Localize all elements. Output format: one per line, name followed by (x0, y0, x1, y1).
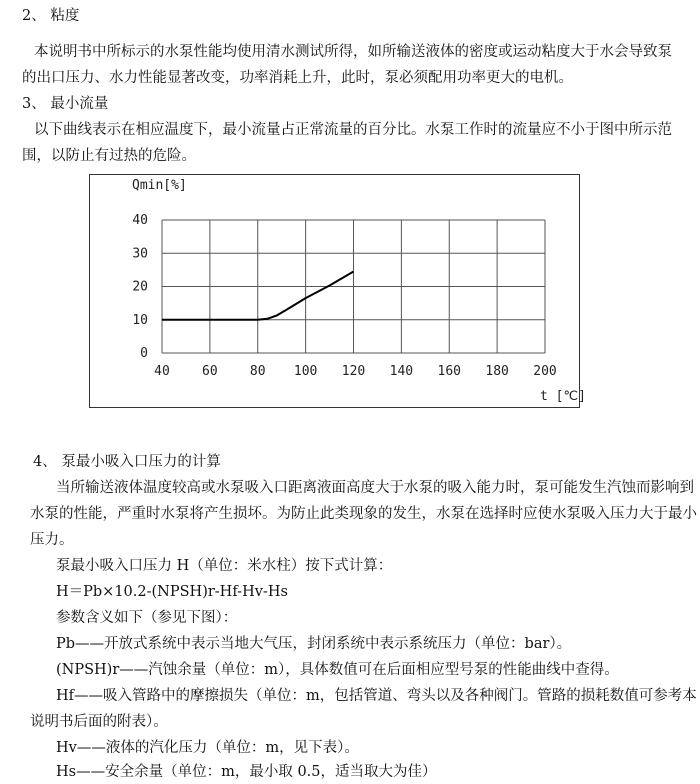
x-tick-label: 160 (437, 364, 461, 379)
x-tick-label: 40 (154, 364, 170, 379)
y-tick-label: 10 (132, 312, 148, 328)
section-3-heading: 3、 最小流量 (22, 96, 109, 112)
y-tick-label: 0 (140, 346, 148, 361)
y-tick-label: 30 (132, 246, 148, 262)
chart-grid (162, 220, 545, 353)
section-2-paragraph-line-1: 本说明书中所标示的水泵性能均使用清水测试所得，如所输送液体的密度或运动粘度大于水会导致泵 (34, 44, 672, 60)
x-tick-label: 180 (485, 364, 509, 379)
param-hf-line-2: 说明书后面的附表）。 (30, 714, 168, 730)
section-4-paragraph-line-2: 水泵的性能，严重时水泵将产生损坏。为防止此类现象的发生，水泵在选择时应使水泵吸入压力大于最小 (30, 506, 697, 522)
section-4-heading: 4、 泵最小吸入口压力的计算 (33, 454, 221, 470)
x-tick-label: 140 (389, 364, 414, 379)
x-tick-label: 80 (249, 364, 266, 379)
x-axis-label: t [℃] (540, 389, 586, 404)
section-2-heading: 2、 粘度 (22, 8, 80, 24)
formula: H＝Pb×10.2-(NPSH)r-Hf-Hv-Hs (56, 584, 288, 600)
x-tick-labels (154, 364, 557, 379)
y-tick-label: 40 (132, 213, 148, 228)
y-tick-label: 20 (132, 279, 148, 295)
x-tick-label: 60 (202, 364, 218, 379)
y-axis-label: Qmin[%] (132, 178, 187, 193)
y-tick-labels (132, 213, 148, 361)
section-4-paragraph-line-3: 压力。 (30, 532, 74, 548)
section-3-paragraph-line-2: 围，以防止有过热的危险。 (22, 148, 196, 164)
x-tick-label: 120 (341, 364, 366, 379)
min-flow-chart-svg (90, 175, 586, 407)
formula-intro: 泵最小吸入口压力 H（单位：米水柱）按下式计算： (56, 558, 393, 574)
section-4-paragraph-line-1: 当所输送液体温度较高或水泵吸入口距离液面高度大于水泵的吸入能力时，泵可能发生汽蚀而影响到 (56, 480, 694, 496)
param-hv: Hv——液体的汽化压力（单位：m，见下表）。 (56, 740, 359, 756)
param-hf-line-1: Hf——吸入管路中的摩擦损失（单位：m，包括管道、弯头以及各种阀门。管路的损耗数值可参考本 (56, 688, 697, 704)
param-npsh: (NPSH)r——汽蚀余量（单位：m），具体数值可在后面相应型号泵的性能曲线中查得。 (56, 662, 619, 678)
x-tick-label: 200 (533, 364, 557, 379)
section-2-paragraph-line-2: 的出口压力、水力性能显著改变，功率消耗上升，此时，泵必须配用功率更大的电机。 (22, 70, 573, 86)
x-tick-label: 100 (293, 364, 318, 379)
param-hs: Hs——安全余量（单位：m，最小取 0.5，适当取大为佳） (56, 764, 437, 780)
param-pb: Pb——开放式系统中表示当地大气压，封闭系统中表示系统压力（单位：bar）。 (56, 636, 572, 652)
params-intro: 参数含义如下（参见下图）： (56, 610, 238, 626)
section-3-paragraph-line-1: 以下曲线表示在相应温度下，最小流量占正常流量的百分比。水泵工作时的流量应不小于图中所示范 (34, 122, 672, 138)
min-flow-chart (89, 174, 586, 408)
